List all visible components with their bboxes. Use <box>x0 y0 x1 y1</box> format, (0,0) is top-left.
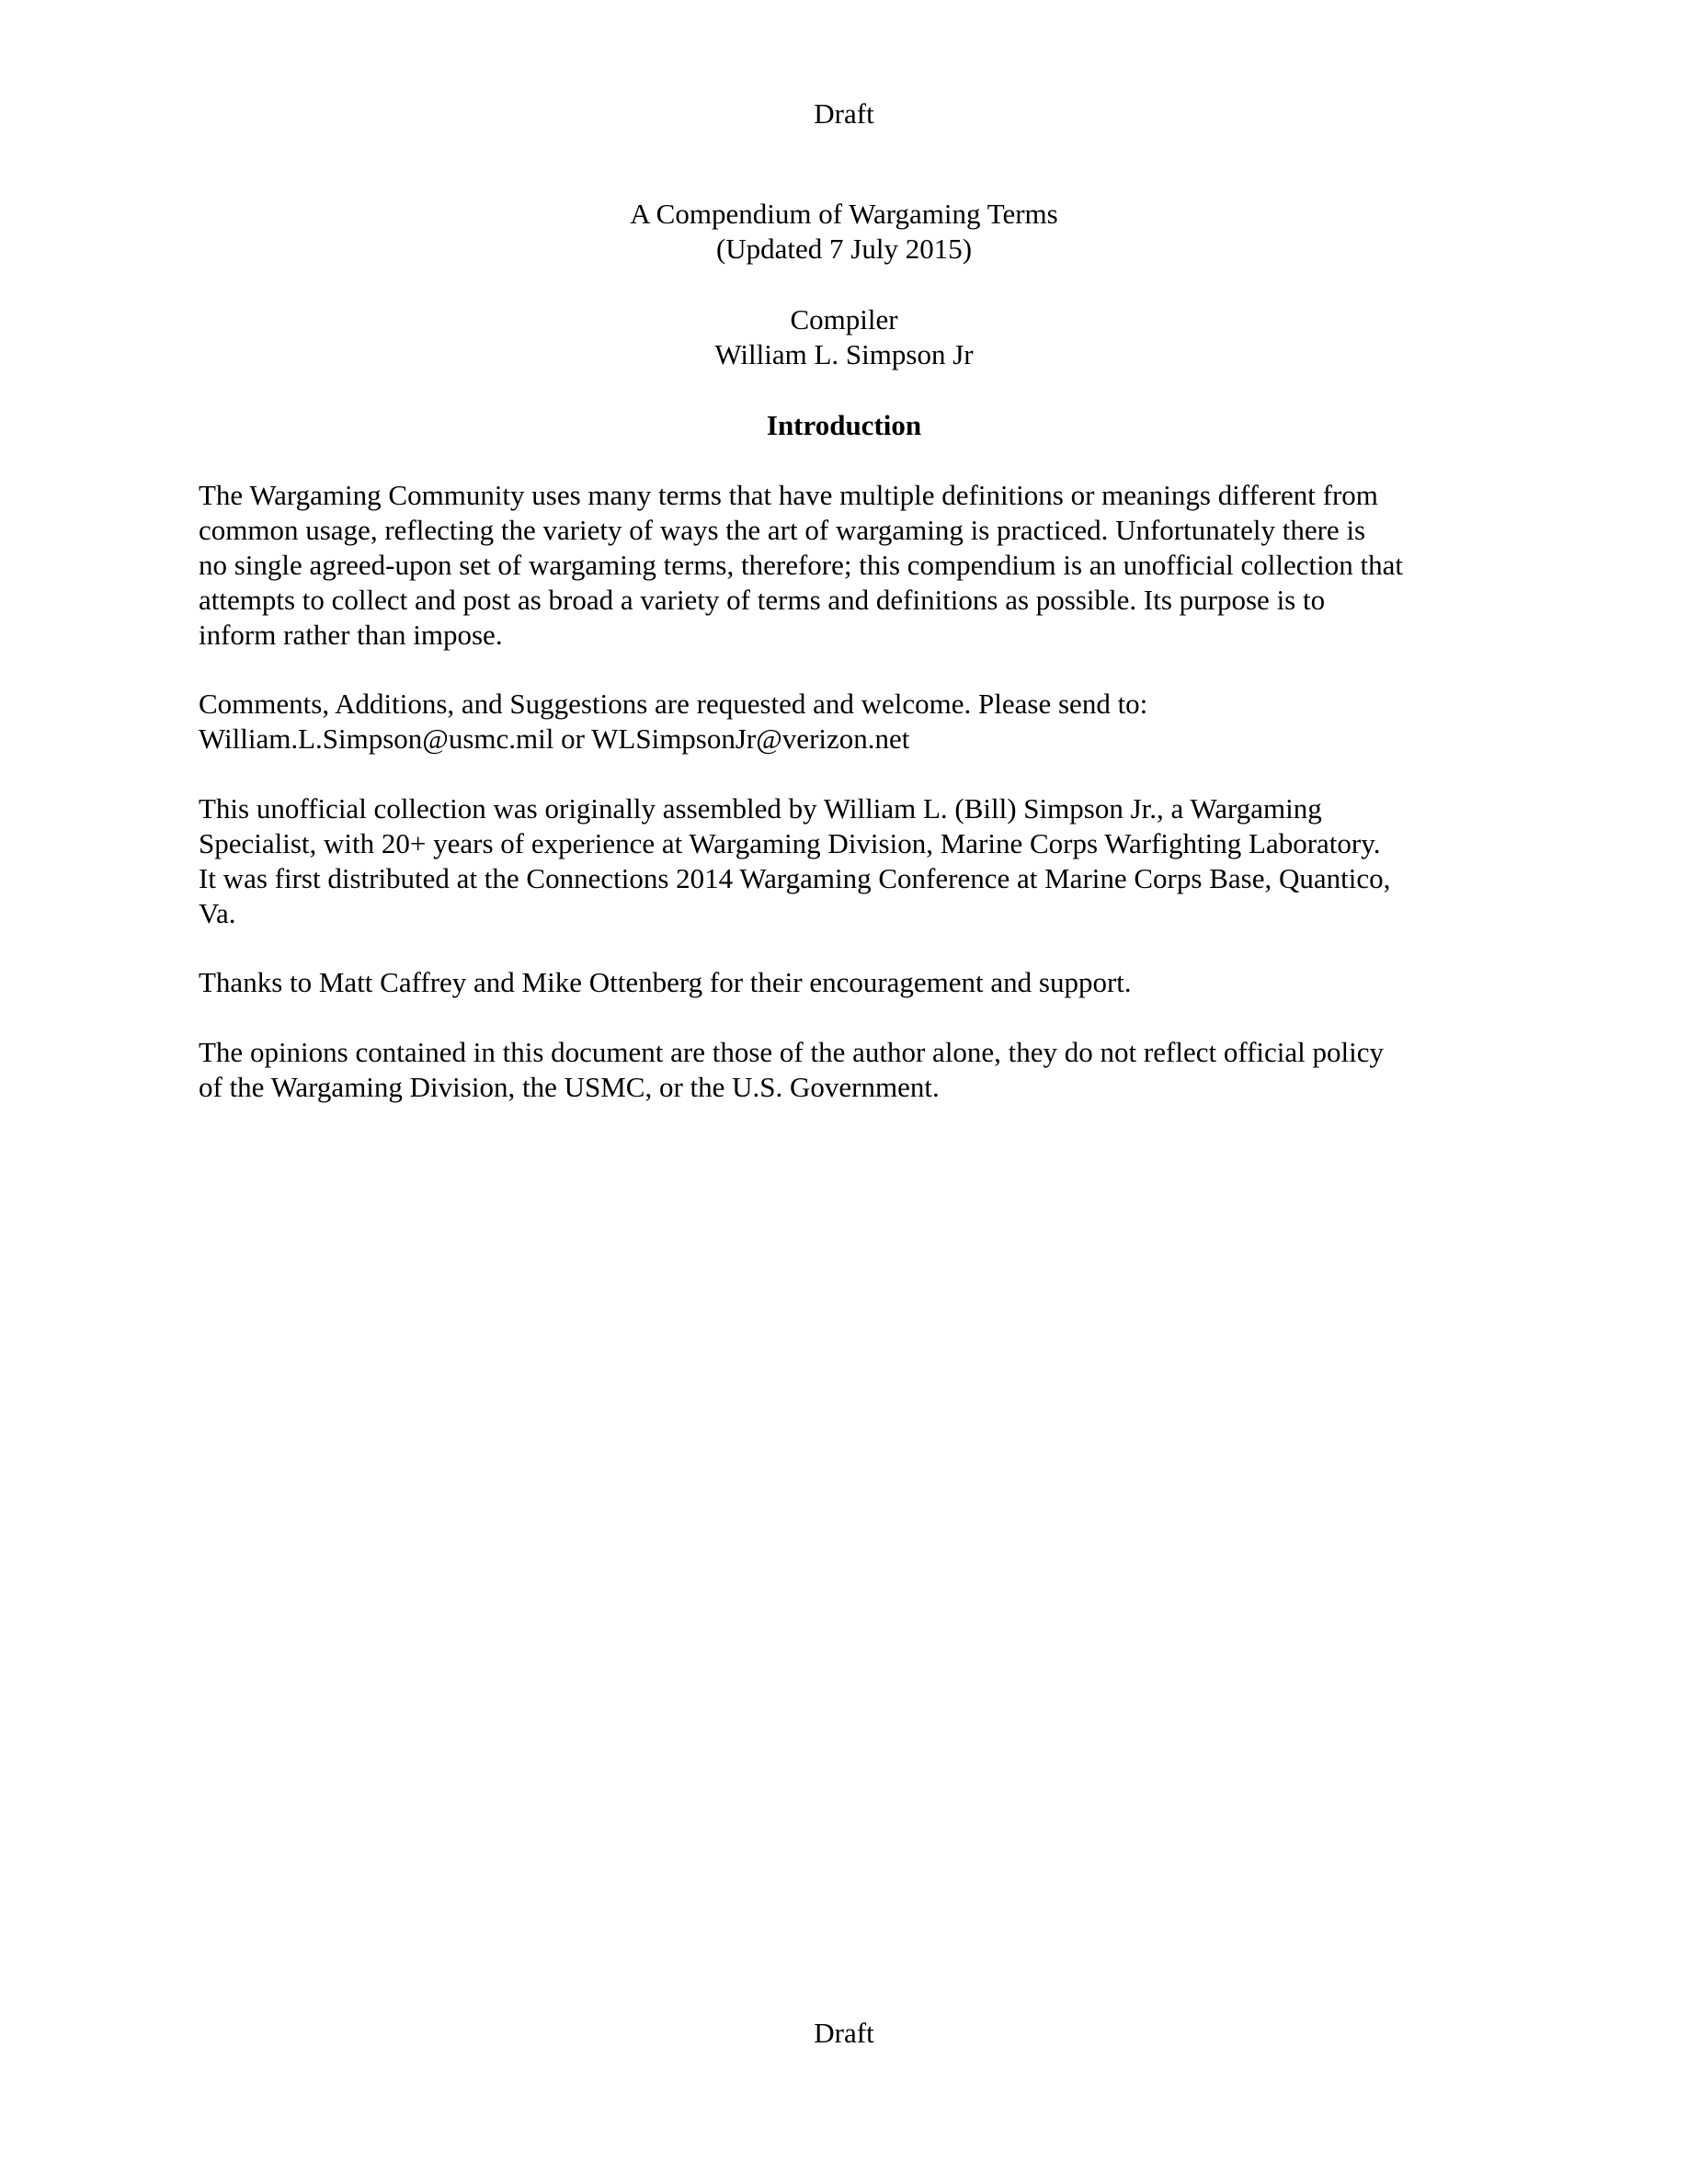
compiler-block <box>0 302 1688 372</box>
paragraph-line: common usage, reflecting the variety of ways the art of wargaming is practiced. Unfortunately there is <box>199 514 1366 546</box>
paragraph-line: This unofficial collection was originally assembled by William L. (Bill) Simpson Jr., a Wargaming <box>199 792 1322 825</box>
intro-paragraph-origin <box>199 791 1495 931</box>
title-line: A Compendium of Wargaming Terms <box>630 198 1058 230</box>
paragraph-line: Thanks to Matt Caffrey and Mike Ottenberg for their encouragement and support. <box>199 966 1132 998</box>
paragraph-line: It was first distributed at the Connections 2014 Wargaming Conference at Marine Corps Base, Quantico, <box>199 862 1391 894</box>
paragraph-line: of the Wargaming Division, the USMC, or the U.S. Government. <box>199 1071 940 1103</box>
compiler-name: William L. Simpson Jr <box>714 338 974 370</box>
paragraph-line: Specialist, with 20+ years of experience at Wargaming Division, Marine Corps Warfighting Laboratory. <box>199 827 1381 859</box>
intro-paragraph-purpose <box>199 478 1495 653</box>
intro-paragraph-thanks <box>199 965 1495 1000</box>
paragraph-line: Comments, Additions, and Suggestions are requested and welcome. Please send to: <box>199 688 1148 720</box>
footer-draft-label: Draft <box>814 2017 874 2049</box>
paragraph-line: no single agreed-upon set of wargaming terms, therefore; this compendium is an unofficial collection that <box>199 549 1403 581</box>
header-draft-label: Draft <box>814 97 874 130</box>
document-title <box>0 197 1688 267</box>
paragraph-line: inform rather than impose. <box>199 619 503 651</box>
intro-paragraph-disclaimer <box>199 1035 1495 1105</box>
title-date-line: (Updated 7 July 2015) <box>715 233 973 265</box>
intro-paragraph-contact <box>199 687 1495 756</box>
introduction-heading: Introduction <box>766 409 922 441</box>
paragraph-line: The Wargaming Community uses many terms that have multiple definitions or meanings different from <box>199 479 1378 511</box>
paragraph-line: The opinions contained in this document are those of the author alone, they do not reflect official policy <box>199 1036 1384 1068</box>
paragraph-line: Va. <box>199 897 236 929</box>
compiler-label: Compiler <box>790 303 898 336</box>
contact-emails: William.L.Simpson@usmc.mil or WLSimpsonJr@verizon.net <box>199 722 910 755</box>
paragraph-line: attempts to collect and post as broad a variety of terms and definitions as possible. Its purpose is to <box>199 584 1326 616</box>
